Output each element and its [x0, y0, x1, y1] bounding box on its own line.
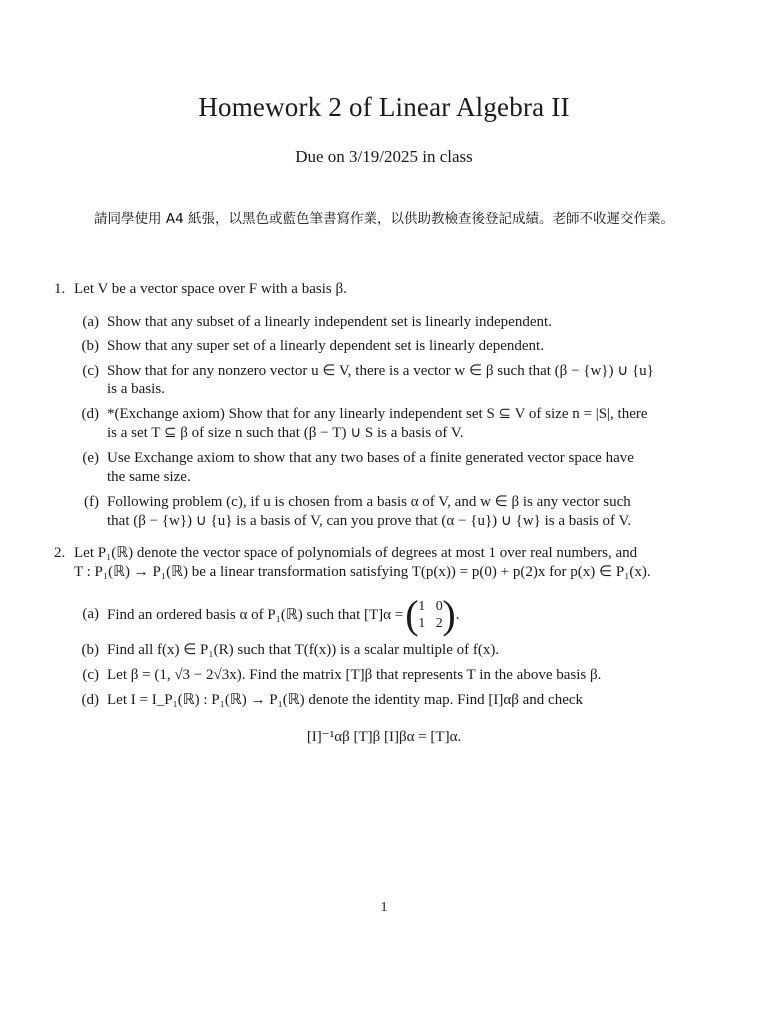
part-text-line: *(Exchange axiom) Show that for any linearly independent set S ⊆ V of size n = |S|, there [107, 406, 648, 422]
part-text-line: Let I = I_P₁(ℝ) : P₁(ℝ) → P₁(ℝ) denote the identity map. Find [I]αβ and check [107, 692, 584, 708]
part-label: (c) [82, 667, 99, 683]
problem-stem-line: T : P₁(ℝ) → P₁(ℝ) be a linear transformation satisfying T(p(x)) = p(0) + p(2)x for p(x) ∈ P₁(x). [74, 564, 651, 580]
matrix-entry: 0 [435, 599, 443, 614]
part-text-line: the same size. [107, 469, 191, 485]
part-text-with-matrix [107, 592, 682, 637]
part-text-line: Find all f(x) ∈ P₁(R) such that T(f(x)) is a scalar multiple of f(x). [107, 642, 500, 658]
part-text-line: Show that for any nonzero vector u ∈ V, there is a vector w ∈ β such that (β − {w}) ∪ {u} [107, 363, 654, 379]
part-text-line: Use Exchange axiom to show that any two bases of a finite generated vector space have [107, 450, 634, 466]
part-text-line: is a set T ⊆ β of size n such that (β − T) ∪ S is a basis of V. [107, 425, 464, 441]
submission-notice: 請同學使用 A4 紙張，以黑色或藍色筆書寫作業，以供助教檢查後登記成績。老師不收遲交作業。 [94, 211, 674, 227]
part-text-line: Following problem (c), if u is chosen from a basis α of V, and w ∈ β is any vector such [107, 494, 631, 510]
display-equation: [I]⁻¹αβ [T]β [I]βα = [T]α. [306, 729, 462, 745]
problem-number: 2. [54, 545, 66, 561]
part-label: (a) [82, 314, 99, 330]
matrix-entry: 1 [418, 599, 426, 614]
matrix-entry: 2 [435, 616, 443, 631]
part-text-line: Find an ordered basis α of P₁(ℝ) such that [T]α = [107, 607, 404, 623]
right-paren: ) [442, 592, 456, 637]
part-label: (c) [82, 363, 99, 379]
part-label: (f) [84, 494, 99, 510]
document-title: Homework 2 of Linear Algebra II [198, 92, 570, 122]
left-paren: ( [405, 592, 419, 637]
problem-stem-line: Let P₁(ℝ) denote the vector space of polynomials of degrees at most 1 over real numbers, and [74, 545, 638, 561]
sentence-period: . [455, 607, 460, 623]
part-label: (a) [82, 606, 99, 622]
part-label: (b) [81, 642, 99, 658]
page-number: 1 [380, 900, 388, 915]
part-label: (e) [82, 450, 99, 466]
part-text-line: that (β − {w}) ∪ {u} is a basis of V, can you prove that (α − {u}) ∪ {w} is a basis of V. [107, 513, 632, 529]
problem-number: 1. [54, 281, 66, 297]
part-text-line: Let β = (1, √3 − 2√3x). Find the matrix [T]β that represents T in the above basis β. [107, 667, 602, 683]
part-label: (d) [81, 406, 99, 422]
part-text-line: Show that any subset of a linearly independent set is linearly independent. [107, 314, 552, 330]
due-date: Due on 3/19/2025 in class [295, 147, 473, 166]
matrix-entry: 1 [418, 616, 426, 631]
part-label: (b) [81, 338, 99, 354]
matrix-row [418, 598, 443, 615]
problem-stem-line: Let V be a vector space over F with a basis β. [74, 281, 347, 297]
part-label: (d) [81, 692, 99, 708]
matrix-row [418, 615, 443, 632]
part-text-line: is a basis. [107, 381, 165, 397]
matrix [405, 592, 456, 637]
part-text-line: Show that any super set of a linearly dependent set is linearly dependent. [107, 338, 544, 354]
